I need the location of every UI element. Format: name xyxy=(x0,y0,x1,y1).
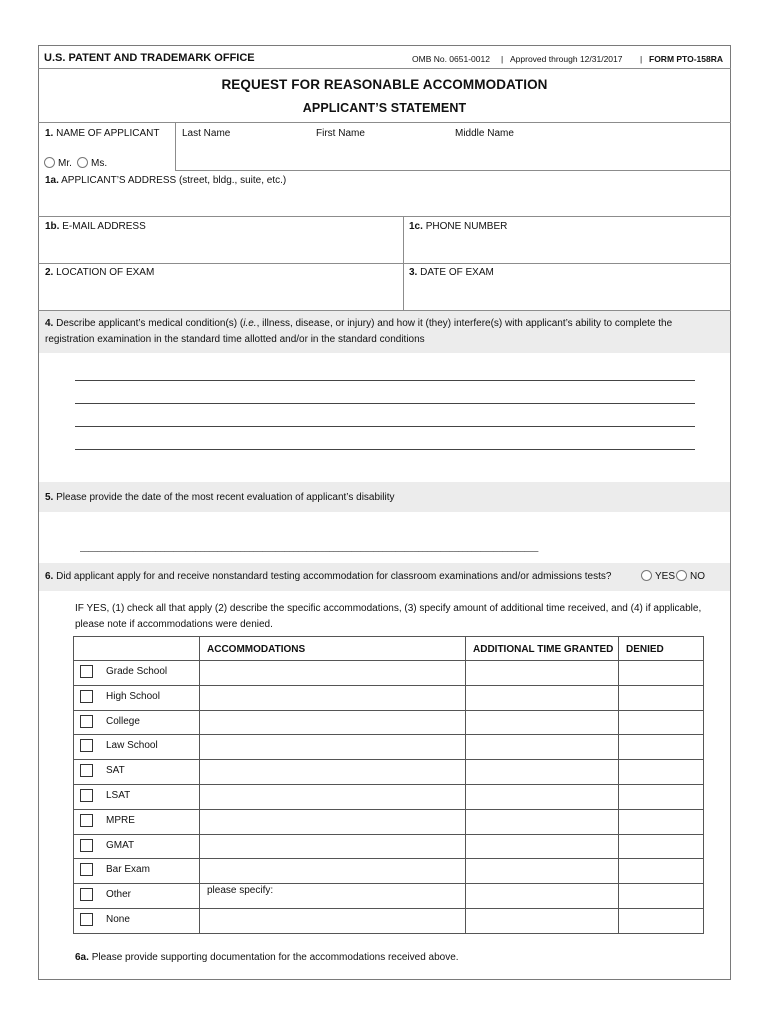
other-specify-label: please specify: xyxy=(207,885,274,896)
ms-label: Ms. xyxy=(91,158,108,169)
row-checkbox[interactable] xyxy=(80,764,93,777)
additional-time-cell[interactable] xyxy=(466,711,617,734)
additional-time-cell[interactable] xyxy=(466,859,617,882)
no-label: NO xyxy=(690,571,705,582)
email-field[interactable] xyxy=(44,236,399,260)
additional-time-cell[interactable] xyxy=(466,760,617,783)
accommodation-cell[interactable] xyxy=(200,859,464,882)
last-name-label: Last Name xyxy=(182,128,231,139)
q1-divider xyxy=(175,122,176,170)
q3-label: 3. DATE OF EXAM xyxy=(409,267,494,278)
no-radio[interactable] xyxy=(676,570,687,581)
table-row xyxy=(73,834,704,859)
title-divider xyxy=(38,122,731,123)
q1-label: 1. NAME OF APPLICANT xyxy=(45,128,160,139)
q4-answer-line-3[interactable] xyxy=(75,426,695,427)
denied-cell[interactable] xyxy=(619,810,702,833)
accommodation-cell[interactable] xyxy=(200,686,464,709)
additional-time-cell[interactable] xyxy=(466,735,617,758)
additional-time-cell[interactable] xyxy=(466,686,617,709)
row-checkbox[interactable] xyxy=(80,863,93,876)
denied-cell[interactable] xyxy=(619,909,702,932)
exam-location-field[interactable] xyxy=(44,282,399,306)
phone-field[interactable] xyxy=(408,236,726,260)
applicant-name-field[interactable] xyxy=(182,142,722,166)
accommodation-cell[interactable] xyxy=(200,810,464,833)
middle-name-label: Middle Name xyxy=(455,128,514,139)
q4-answer-line-2[interactable] xyxy=(75,403,695,404)
denied-cell[interactable] xyxy=(619,661,702,684)
row-label: MPRE xyxy=(106,815,135,826)
denied-cell[interactable] xyxy=(619,835,702,858)
denied-cell[interactable] xyxy=(619,711,702,734)
accommodation-cell[interactable] xyxy=(200,711,464,734)
row-label: LSAT xyxy=(106,790,131,801)
yes-label: YES xyxy=(655,571,676,582)
omb-number: OMB No. 0651-0012 xyxy=(412,54,490,64)
form-subtitle: APPLICANT’S STATEMENT xyxy=(302,101,467,115)
first-name-label: First Name xyxy=(316,128,365,139)
q1a-label: 1a. APPLICANT’S ADDRESS (street, bldg., suite, etc.) xyxy=(45,175,287,186)
denied-cell[interactable] xyxy=(619,884,702,907)
row-checkbox[interactable] xyxy=(80,913,93,926)
form-id: FORM PTO-158RA xyxy=(649,54,723,64)
additional-time-cell[interactable] xyxy=(466,884,617,907)
mr-radio[interactable] xyxy=(44,157,55,168)
form-title: REQUEST FOR REASONABLE ACCOMMODATION xyxy=(221,77,548,92)
table-row xyxy=(73,710,704,735)
q4-answer-line-4[interactable] xyxy=(75,449,695,450)
row-checkbox[interactable] xyxy=(80,839,93,852)
q5-question: 5. Please provide the date of the most recent evaluation of applicant’s disability xyxy=(45,492,395,503)
mr-label: Mr. xyxy=(58,158,72,169)
row-label: High School xyxy=(106,691,160,702)
yes-radio[interactable] xyxy=(641,570,652,581)
table-row xyxy=(73,734,704,759)
table-row xyxy=(73,759,704,784)
q2-label: 2. LOCATION OF EXAM xyxy=(45,267,155,278)
row-label: Bar Exam xyxy=(106,864,150,875)
q6a-question: 6a. Please provide supporting documentation for the accommodations received above. xyxy=(75,952,459,963)
header-divider xyxy=(38,68,731,69)
row-checkbox[interactable] xyxy=(80,665,93,678)
row-label: College xyxy=(106,716,140,727)
table-header-accommodations: ACCOMMODATIONS xyxy=(207,644,306,655)
denied-cell[interactable] xyxy=(619,760,702,783)
approval-date: Approved through 12/31/2017 xyxy=(510,54,623,64)
q1-bottom-divider xyxy=(175,170,731,171)
q1bc-bottom-divider xyxy=(38,263,731,264)
accommodation-cell[interactable] xyxy=(200,760,464,783)
row-label: GMAT xyxy=(106,840,135,851)
denied-cell[interactable] xyxy=(619,785,702,808)
exam-date-field[interactable] xyxy=(408,282,726,306)
row-checkbox[interactable] xyxy=(80,789,93,802)
accommodation-cell[interactable] xyxy=(200,735,464,758)
q6-instructions: IF YES, (1) check all that apply (2) describe the specific accommodations, (3) specify amount of additional time received, and (4) if applicable, please note if accommodations were denied. xyxy=(75,603,702,630)
row-label: Other xyxy=(106,889,132,900)
row-checkbox[interactable] xyxy=(80,739,93,752)
additional-time-cell[interactable] xyxy=(466,835,617,858)
row-label: SAT xyxy=(106,765,125,776)
denied-cell[interactable] xyxy=(619,735,702,758)
accommodation-cell[interactable] xyxy=(200,909,464,932)
evaluation-date-field[interactable]: _______________________________________________________________________________________________________ xyxy=(80,543,539,552)
q4-question: 4. Describe applicant’s medical condition(s) (i.e., illness, disease, or injury) and how it (they) interfere(s) with applicant’s ability to complete the registration examination in the standard time allotted and/or in the standard conditions xyxy=(45,318,673,345)
table-row xyxy=(73,809,704,834)
additional-time-cell[interactable] xyxy=(466,785,617,808)
address-field[interactable] xyxy=(44,190,724,214)
additional-time-cell[interactable] xyxy=(466,909,617,932)
denied-cell[interactable] xyxy=(619,686,702,709)
ms-radio[interactable] xyxy=(77,157,88,168)
table-row xyxy=(73,883,704,908)
row-checkbox[interactable] xyxy=(80,814,93,827)
agency-name: U.S. PATENT AND TRADEMARK OFFICE xyxy=(44,52,255,64)
q1b-label: 1b. E-MAIL ADDRESS xyxy=(45,221,146,232)
row-label: Law School xyxy=(106,740,158,751)
header-separator-2: | xyxy=(640,54,643,64)
q4-answer-line-1[interactable] xyxy=(75,380,695,381)
table-row xyxy=(73,660,704,685)
row-checkbox[interactable] xyxy=(80,888,93,901)
row-label: Grade School xyxy=(106,666,168,677)
q1c-label: 1c. PHONE NUMBER xyxy=(409,221,508,232)
header-separator-1: | xyxy=(501,54,504,64)
table-row xyxy=(73,858,704,883)
row-label: None xyxy=(106,914,130,925)
accommodation-cell[interactable] xyxy=(200,785,464,808)
row-checkbox[interactable] xyxy=(80,715,93,728)
q6-question: 6. Did applicant apply for and receive nonstandard testing accommodation for classroom examinations and/or admissions tests? xyxy=(45,571,612,582)
table-row xyxy=(73,908,704,933)
table-header-additional-time: ADDITIONAL TIME GRANTED xyxy=(473,644,614,655)
accommodation-cell[interactable] xyxy=(200,661,464,684)
additional-time-cell[interactable] xyxy=(466,810,617,833)
table-row xyxy=(73,784,704,809)
accommodation-cell[interactable] xyxy=(200,835,464,858)
row-checkbox[interactable] xyxy=(80,690,93,703)
table-header-denied: DENIED xyxy=(626,644,664,655)
additional-time-cell[interactable] xyxy=(466,661,617,684)
table-row xyxy=(73,685,704,710)
denied-cell[interactable] xyxy=(619,859,702,882)
q1a-bottom-divider xyxy=(38,216,731,217)
